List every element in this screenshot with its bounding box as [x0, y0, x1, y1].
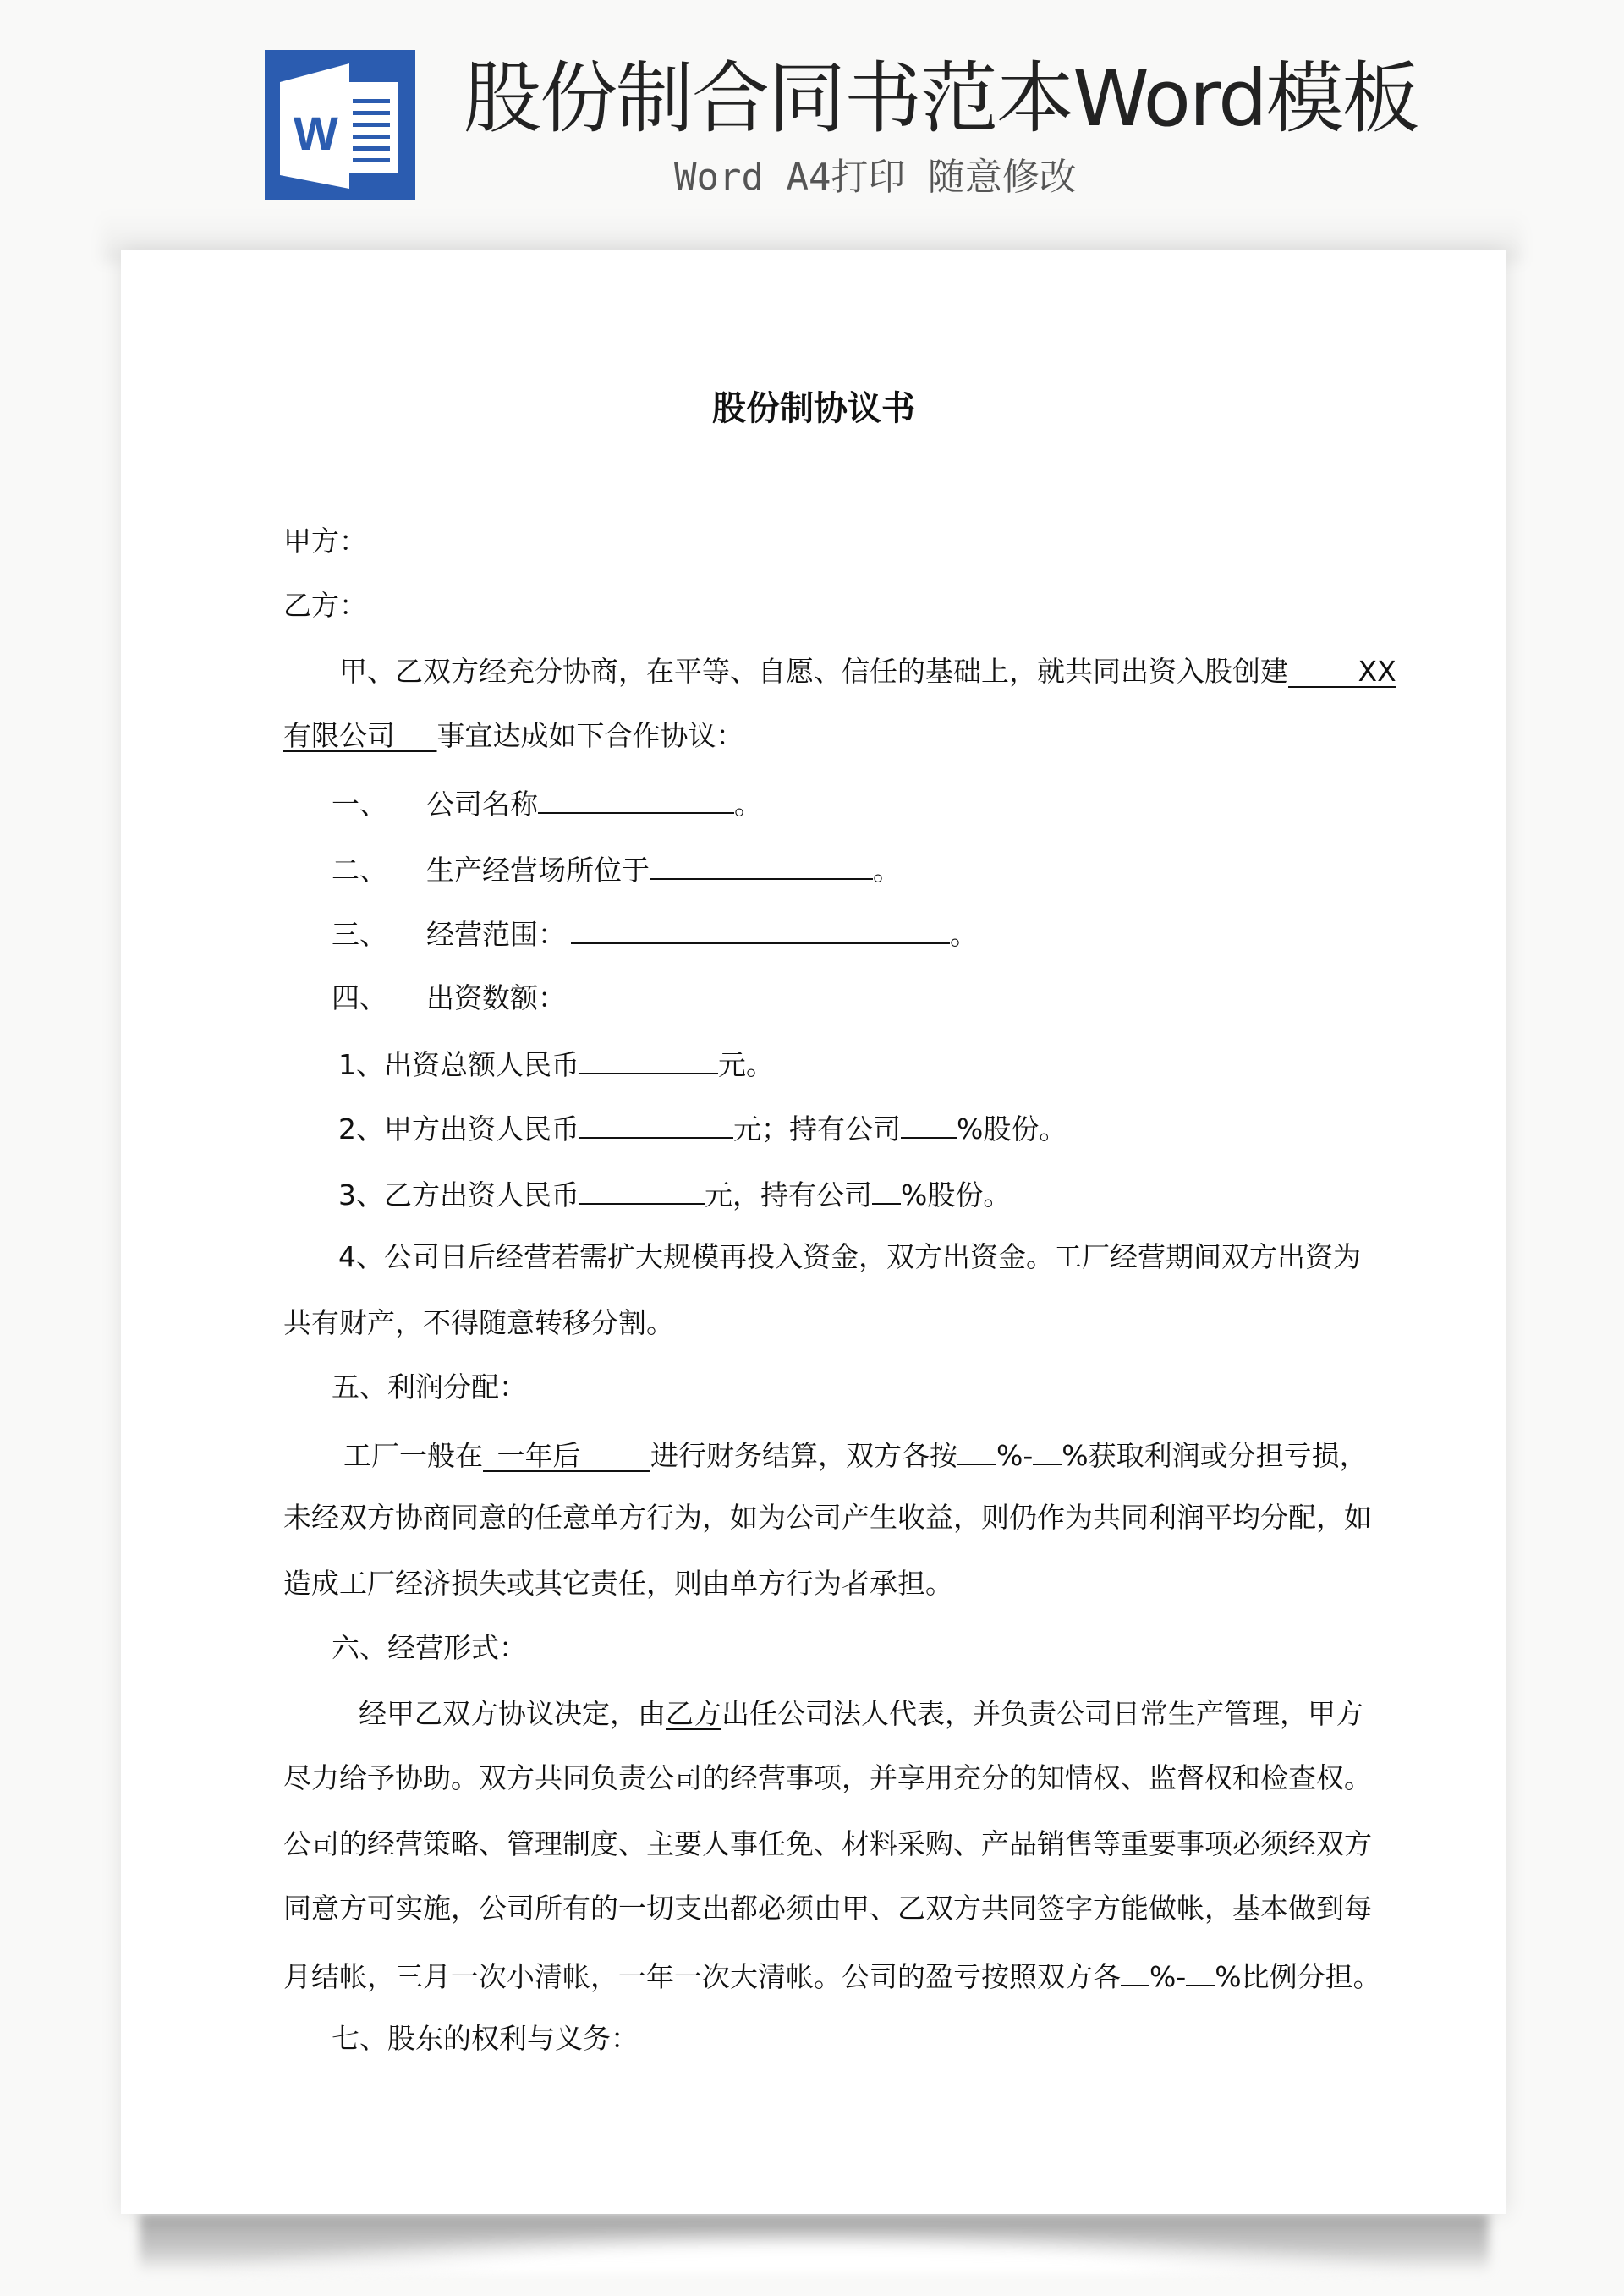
capital-total [338, 1044, 1414, 1081]
operation-text: %比例分担。 [1215, 1960, 1381, 1993]
item-label: 生产经营场所位于 [426, 854, 650, 887]
intro-line-2 [283, 717, 1359, 755]
page-shadow-bottom [140, 2214, 1489, 2273]
capital-a-share: %股份。 [957, 1112, 1067, 1145]
profit-line-1 [343, 1435, 1419, 1472]
intro-text: 甲、乙双方经充分协商，在平等、自愿、信任的基础上，就共同出资入股创建 [339, 655, 1288, 688]
party-b-line: 乙方： [283, 589, 367, 622]
blank-field[interactable] [872, 1174, 901, 1205]
legal-rep-party: 乙方 [666, 1697, 721, 1730]
capital-expansion-line-1: 4、公司日后经营若需扩大规模再投入资金，双方出资金。工厂经营期间双方出资为 [338, 1240, 1361, 1273]
company-name-fill-start: XX [1358, 655, 1396, 688]
party-a-line: 甲方： [283, 525, 367, 558]
blank-field[interactable] [650, 849, 873, 880]
capital-total-unit: 元。 [718, 1048, 774, 1081]
blank-field[interactable] [579, 1044, 718, 1074]
capital-party-b [338, 1174, 1414, 1211]
operation-heading: 六、经营形式： [332, 1631, 527, 1664]
item-number: 三、 [332, 918, 387, 951]
item-number: 二、 [332, 854, 387, 887]
rights-heading: 七、股东的权利与义务： [332, 2022, 639, 2055]
document-page [121, 250, 1506, 2214]
capital-b-label: 3、乙方出资人民币 [338, 1178, 579, 1211]
operation-text: %- [1149, 1960, 1187, 1993]
word-logo-icon [265, 50, 415, 200]
operation-line-2: 尽力给予协助。双方共同负责公司的经营事项，并享用充分的知情权、监督权和检查权。 [283, 1761, 1372, 1794]
item-company-name [332, 783, 1407, 821]
item-business-location [332, 849, 1407, 887]
item-business-scope [332, 914, 1407, 951]
blank-field[interactable] [538, 783, 734, 814]
capital-b-share: %股份。 [901, 1178, 1012, 1211]
capital-total-label: 1、出资总额人民币 [338, 1048, 579, 1081]
blank-field[interactable] [957, 1435, 996, 1465]
operation-line-3: 公司的经营策略、管理制度、主要人事任免、材料采购、产品销售等重要事项必须经双方 [283, 1827, 1372, 1860]
operation-text: 出任公司法人代表，并负责公司日常生产管理，甲方 [721, 1697, 1363, 1730]
item-end: 。 [950, 918, 978, 951]
profit-text: %- [996, 1439, 1034, 1472]
item-end: 。 [873, 854, 901, 887]
operation-text: 月结帐，三月一次小清帐，一年一次大清帐。公司的盈亏按照双方各 [283, 1960, 1121, 1993]
blank-field[interactable] [901, 1108, 957, 1139]
word-logo-letter: W [294, 107, 338, 160]
blank-field[interactable] [579, 1174, 705, 1205]
profit-text: 进行财务结算，双方各按 [650, 1439, 957, 1472]
word-logo-graphic [265, 50, 415, 200]
company-name-fill-end: 有限公司 [283, 719, 395, 752]
blank-field[interactable] [1186, 1956, 1215, 1986]
capital-a-unit: 元；持有公司 [733, 1112, 901, 1145]
item-capital [332, 980, 1407, 1017]
item-label: 公司名称 [426, 788, 538, 821]
operation-text: 经甲乙双方协议决定，由 [359, 1697, 666, 1730]
blank-field[interactable] [571, 914, 950, 944]
capital-b-unit: 元，持有公司 [705, 1178, 872, 1211]
document-title: 股份制协议书 [712, 389, 915, 428]
settlement-period-fill[interactable]: 一年后 [497, 1439, 581, 1472]
intro-line-1 [339, 653, 1396, 690]
item-label: 出资数额： [426, 981, 566, 1014]
item-end: 。 [734, 788, 762, 821]
banner-subtitle: Word A4打印 随意修改 [674, 156, 1077, 199]
operation-line-1 [359, 1695, 1363, 1733]
profit-text: %获取利润或分担亏损， [1062, 1439, 1368, 1472]
operation-line-5 [283, 1956, 1381, 1993]
blank-field[interactable] [1121, 1956, 1149, 1986]
capital-a-label: 2、甲方出资人民币 [338, 1112, 579, 1145]
item-number: 一、 [332, 788, 387, 821]
blank-field[interactable] [579, 1108, 733, 1139]
item-number: 四、 [332, 981, 387, 1014]
operation-line-4: 同意方可实施，公司所有的一切支出都必须由甲、乙双方共同签字方能做帐，基本做到每 [283, 1892, 1372, 1925]
blank-field[interactable] [1033, 1435, 1062, 1465]
profit-text: 工厂一般在 [343, 1439, 483, 1472]
item-label: 经营范围： [426, 918, 566, 951]
intro-text-end: 事宜达成如下合作协议： [436, 719, 744, 752]
capital-expansion-line-2: 共有财产，不得随意转移分割。 [283, 1306, 674, 1339]
banner-title: 股份制合同书范本Word模板 [464, 53, 1418, 144]
profit-line-3: 造成工厂经济损失或其它责任，则由单方行为者承担。 [283, 1567, 953, 1600]
profit-heading: 五、利润分配： [332, 1370, 527, 1403]
profit-line-2: 未经双方协商同意的任意单方行为，如为公司产生收益，则仍作为共同利润平均分配，如 [283, 1501, 1372, 1534]
capital-party-a [338, 1108, 1414, 1145]
